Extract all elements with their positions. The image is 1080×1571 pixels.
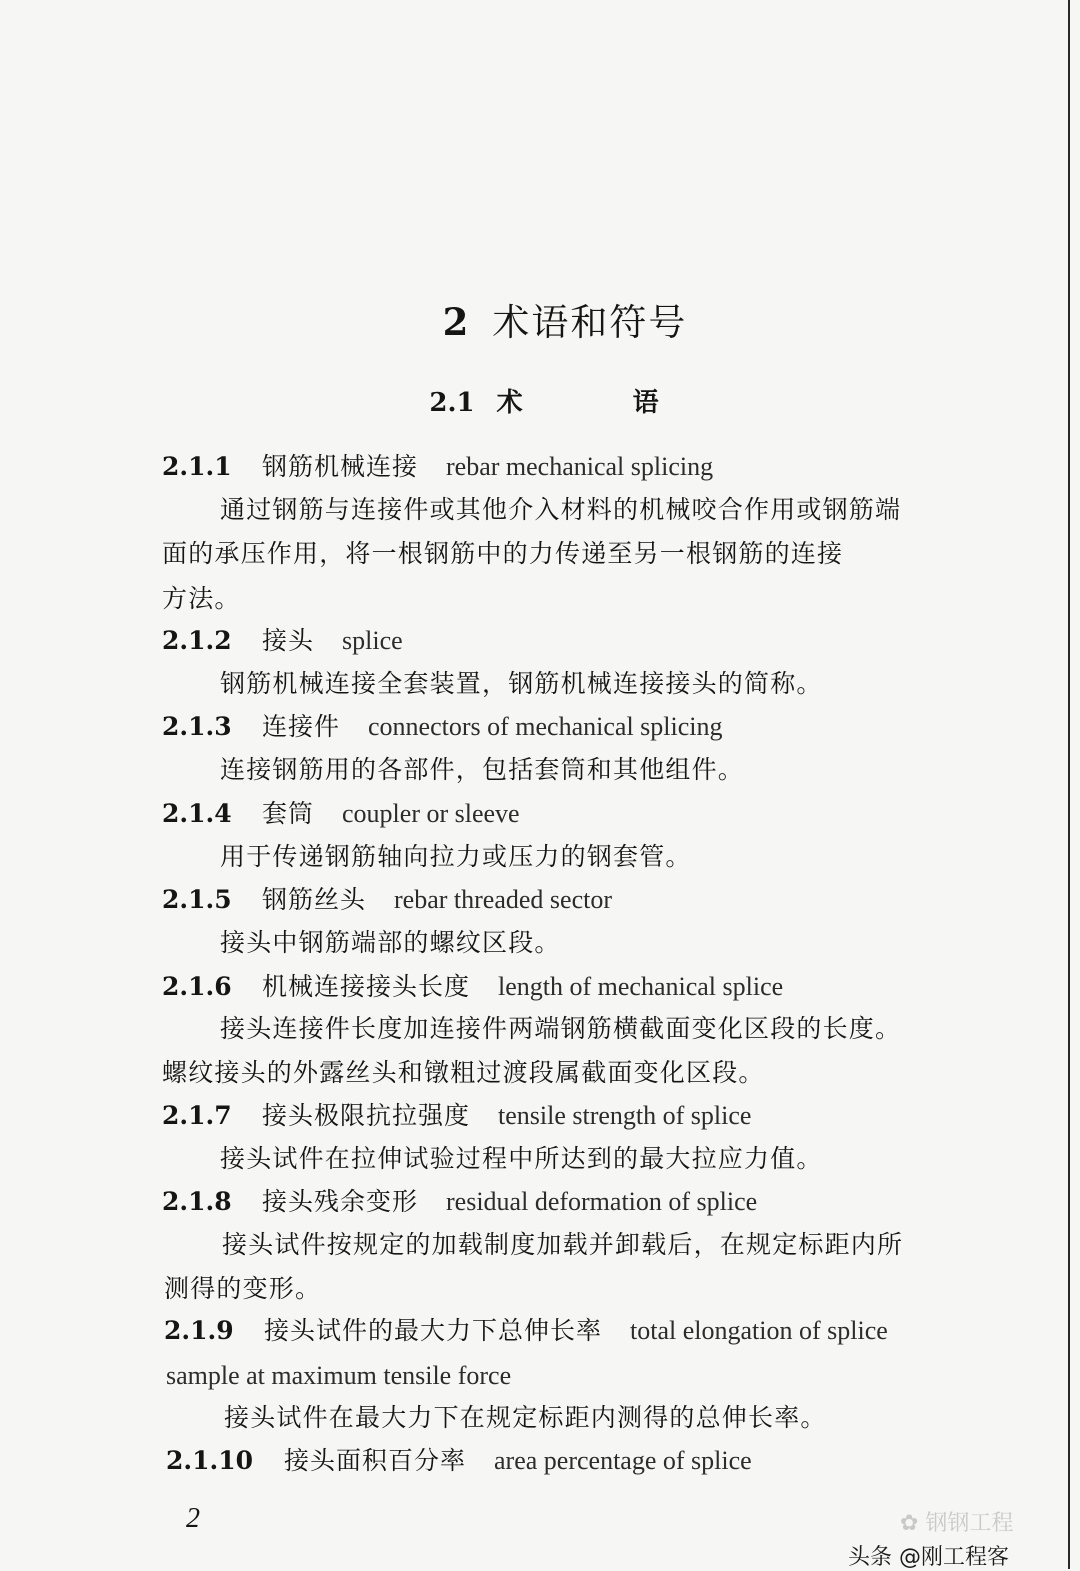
term-definition: 连接钢筋用的各部件，包括套筒和其他组件。 — [220, 755, 745, 784]
term-chinese: 接头 — [262, 626, 315, 655]
faint-watermark: ✿ 钢钢工程 — [900, 1511, 1014, 1536]
term-english: rebar mechanical splicing — [446, 452, 714, 481]
term-heading-continued — [166, 1359, 511, 1393]
term-number: 2.1.6 — [162, 972, 232, 1001]
term-definition: 测得的变形。 — [164, 1274, 322, 1303]
term-chinese: 连接件 — [262, 712, 341, 741]
term-heading — [162, 624, 403, 658]
chapter-number: 2 — [442, 300, 471, 344]
term-definition: 通过钢筋与连接件或其他介入材料的机械咬合作用或钢筋端 — [220, 495, 902, 524]
term-heading — [162, 1099, 751, 1133]
term-number: 2.1.2 — [162, 626, 232, 655]
term-definition: 接头中钢筋端部的螺纹区段。 — [220, 928, 561, 957]
term-heading — [166, 1444, 752, 1478]
term-english: rebar threaded sector — [394, 885, 612, 914]
term-english: tensile strength of splice — [498, 1101, 752, 1130]
term-english: connectors of mechanical splicing — [368, 712, 723, 741]
term-heading — [162, 883, 612, 917]
term-english: splice — [342, 626, 403, 655]
term-number: 2.1.5 — [162, 885, 232, 914]
term-chinese: 接头试件的最大力下总伸长率 — [264, 1316, 603, 1345]
term-heading — [162, 710, 723, 744]
term-english: total elongation of splice — [630, 1316, 888, 1345]
term-number: 2.1.3 — [162, 712, 232, 741]
page-number: 2 — [186, 1503, 200, 1534]
term-definition: 接头试件按规定的加载制度加载并卸载后，在规定标距内所 — [222, 1230, 904, 1259]
term-english: length of mechanical splice — [498, 972, 784, 1001]
term-definition: 面的承压作用，将一根钢筋中的力传递至另一根钢筋的连接 — [162, 539, 844, 568]
term-number: 2.1.9 — [164, 1316, 234, 1345]
term-english: residual deformation of splice — [446, 1187, 758, 1216]
term-number: 2.1.8 — [162, 1187, 232, 1216]
term-heading — [162, 450, 713, 484]
term-heading — [164, 1314, 888, 1348]
term-heading — [162, 1185, 757, 1219]
term-definition: 钢筋机械连接全套装置，钢筋机械连接接头的简称。 — [220, 669, 823, 698]
term-chinese: 钢筋丝头 — [262, 885, 367, 914]
term-english: coupler or sleeve — [342, 799, 520, 828]
term-english-continued: sample at maximum tensile force — [166, 1361, 512, 1390]
section-title-text: 术 语 — [496, 388, 701, 418]
term-chinese: 钢筋机械连接 — [262, 452, 419, 481]
term-number: 2.1.4 — [162, 799, 232, 828]
term-definition: 接头试件在最大力下在规定标距内测得的总伸长率。 — [224, 1403, 827, 1432]
term-chinese: 接头残余变形 — [262, 1187, 419, 1216]
term-heading — [162, 970, 783, 1004]
term-number: 2.1.7 — [162, 1101, 232, 1130]
term-chinese: 接头极限抗拉强度 — [262, 1101, 471, 1130]
watermark-label: 头条 @刚工程客 — [848, 1545, 1009, 1570]
term-english: area percentage of splice — [494, 1446, 752, 1475]
term-definition: 螺纹接头的外露丝头和镦粗过渡段属截面变化区段。 — [162, 1058, 765, 1087]
term-heading — [162, 797, 520, 831]
chapter-title — [0, 292, 1080, 346]
term-number: 2.1.10 — [166, 1446, 253, 1475]
chapter-title-text: 术语和符号 — [492, 301, 688, 344]
term-chinese: 机械连接接头长度 — [262, 972, 471, 1001]
term-definition: 接头连接件长度加连接件两端钢筋横截面变化区段的长度。 — [220, 1014, 902, 1043]
term-number: 2.1.1 — [162, 452, 232, 481]
term-chinese: 套筒 — [262, 799, 315, 828]
term-chinese: 接头面积百分率 — [284, 1446, 467, 1475]
term-definition: 用于传递钢筋轴向拉力或压力的钢套管。 — [220, 842, 692, 871]
term-definition: 接头试件在拉伸试验过程中所达到的最大拉应力值。 — [220, 1144, 823, 1173]
term-definition: 方法。 — [162, 584, 241, 613]
section-number: 2.1 — [429, 388, 475, 418]
section-title — [0, 382, 1080, 419]
